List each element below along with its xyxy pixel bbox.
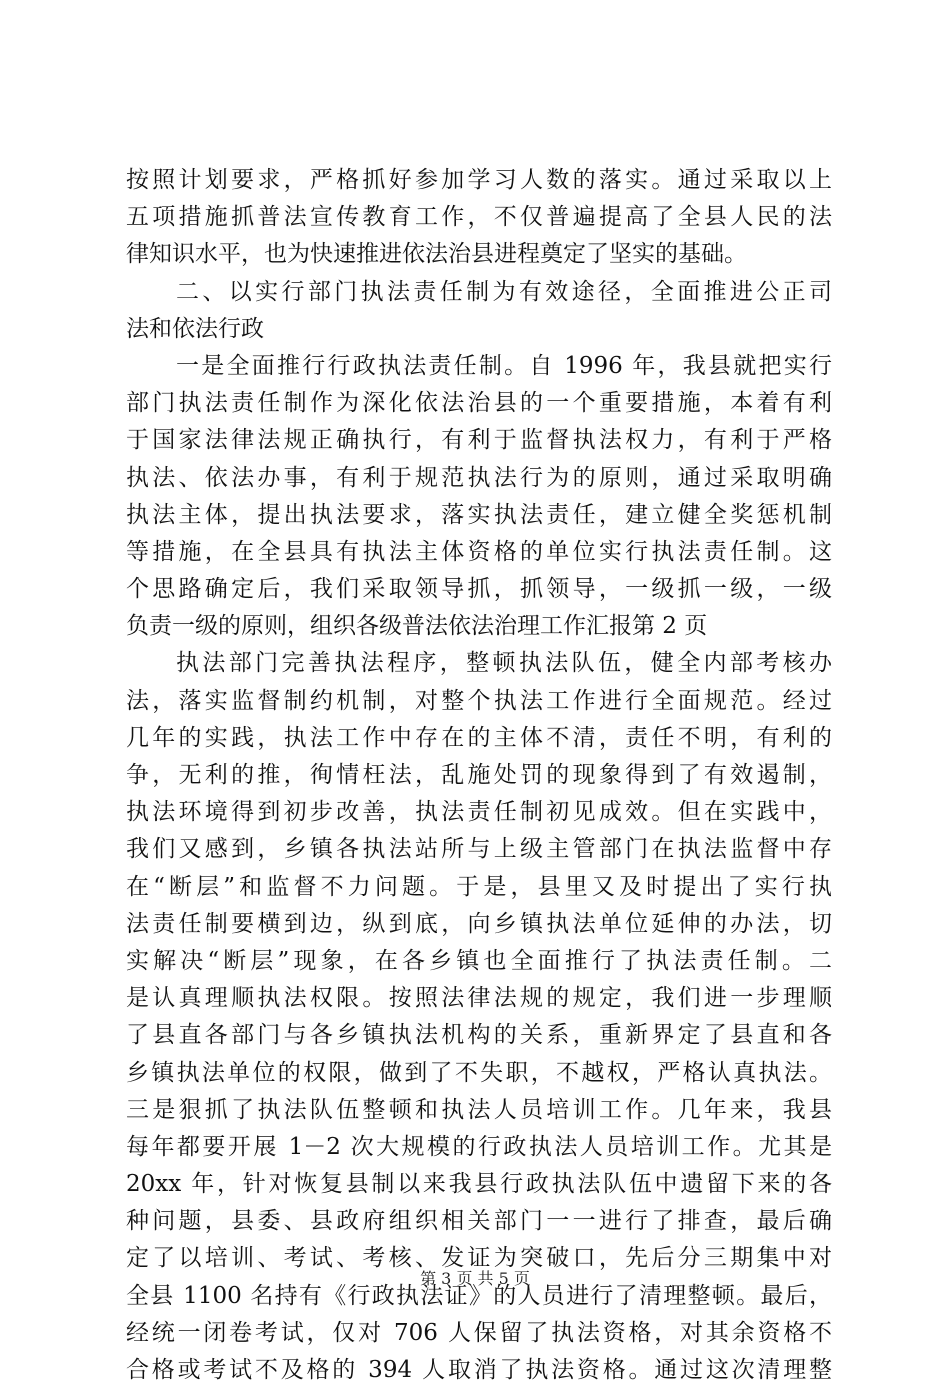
text-line: 20xx 年，针对恢复县制以来我县行政执法队伍中遗留下来的各: [126, 1171, 832, 1198]
text-line: 乡镇执法单位的权限，做到了不失职，不越权，严格认真执法。: [126, 1059, 832, 1086]
text-line: 执法、依法办事，有利于规范执法行为的原则，通过采取明确: [126, 464, 832, 491]
text-line: 在“断层”和监督不力问题。于是，县里又及时提出了实行执: [126, 873, 832, 900]
text-line: 个思路确定后，我们采取领导抓，抓领导，一级抓一级，一级: [126, 576, 832, 603]
text-line: 等措施，在全县具有执法主体资格的单位实行执法责任制。这: [126, 538, 832, 565]
text-line: 种问题，县委、县政府组织相关部门一一进行了排查，最后确: [126, 1208, 832, 1235]
body-text: [126, 162, 832, 1389]
text-line: 一是全面推行行政执法责任制。自 1996 年，我县就把实行: [176, 352, 832, 379]
text-line: 法责任制要横到边，纵到底，向乡镇执法单位延伸的办法，切: [126, 910, 832, 937]
text-line: 部门执法责任制作为深化依法治县的一个重要措施，本着有利: [126, 390, 832, 417]
text-line: 全县 1100 名持有《行政执法证》的人员进行了清理整顿。最后，: [126, 1282, 832, 1309]
text-line: 定了以培训、考试、考核、发证为突破口，先后分三期集中对: [126, 1245, 832, 1272]
text-line: 每年都要开展 1－2 次大规模的行政执法人员培训工作。尤其是: [126, 1133, 832, 1160]
page-number: 第 3 页 共 5 页: [420, 1269, 530, 1288]
text-line: 负责一级的原则，组织各级普法依法治理工作汇报第 2 页: [126, 613, 708, 640]
text-line: 执法环境得到初步改善，执法责任制初见成效。但在实践中，: [126, 799, 832, 826]
text-line: 二、以实行部门执法责任制为有效途径，全面推进公正司: [176, 278, 832, 305]
text-line: 执法部门完善执法程序，整顿执法队伍，健全内部考核办: [176, 650, 832, 677]
text-line: 几年的实践，执法工作中存在的主体不清，责任不明，有利的: [126, 724, 832, 751]
text-line: 执法主体，提出执法要求，落实执法责任，建立健全奖惩机制: [126, 501, 832, 528]
text-line: 合格或考试不及格的 394 人取消了执法资格。通过这次清理整: [126, 1357, 832, 1383]
text-line: 法，落实监督制约机制，对整个执法工作进行全面规范。经过: [126, 687, 832, 714]
text-line: 经统一闭卷考试，仅对 706 人保留了执法资格，对其余资格不: [126, 1319, 832, 1346]
text-line: 实解决“断层”现象，在各乡镇也全面推行了执法责任制。二: [126, 947, 832, 974]
text-line: 律知识水平，也为快速推进依法治县进程奠定了坚实的基础。: [126, 241, 747, 268]
text-line: 我们又感到，乡镇各执法站所与上级主管部门在执法监督中存: [126, 836, 832, 863]
text-line: 是认真理顺执法权限。按照法律法规的规定，我们进一步理顺: [126, 985, 832, 1012]
text-line: 法和依法行政: [126, 315, 264, 342]
text-line: 争，无利的推，徇情枉法，乱施处罚的现象得到了有效遏制，: [126, 762, 832, 788]
text-line: 于国家法律法规正确执行，有利于监督执法权力，有利于严格: [126, 427, 832, 454]
text-line: 按照计划要求，严格抓好参加学习人数的落实。通过采取以上: [126, 167, 832, 193]
text-line: 三是狠抓了执法队伍整顿和执法人员培训工作。几年来，我县: [126, 1096, 832, 1123]
text-line: 了县直各部门与各乡镇执法机构的关系，重新界定了县直和各: [126, 1022, 832, 1049]
text-line: 五项措施抓普法宣传教育工作，不仅普遍提高了全县人民的法: [126, 204, 832, 231]
